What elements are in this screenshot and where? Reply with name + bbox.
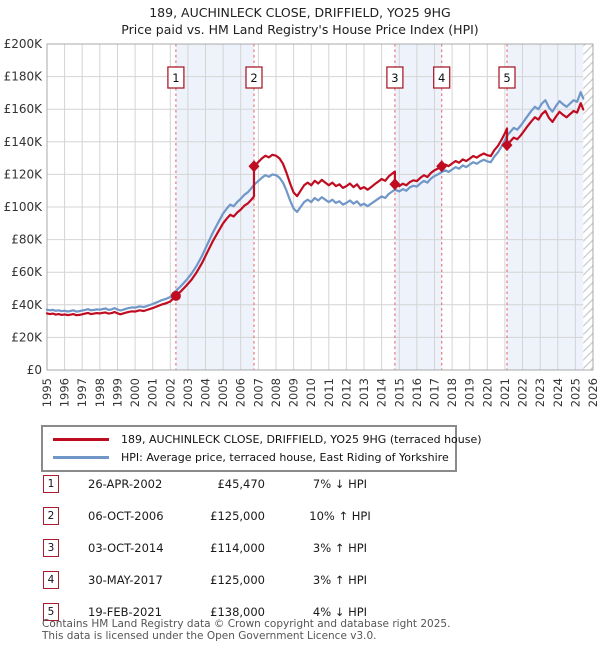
sale-number-badge: 2 — [43, 507, 59, 525]
sale-date: 06-OCT-2006 — [88, 509, 164, 523]
svg-text:£0: £0 — [26, 363, 42, 377]
svg-text:2020: 2020 — [480, 378, 495, 408]
svg-text:£80K: £80K — [11, 232, 42, 247]
sale-price: £125,000 — [210, 509, 265, 523]
sale-hpi-delta: 4% ↓ HPI — [312, 605, 368, 619]
svg-text:2007: 2007 — [251, 378, 266, 408]
sale-date: 19-FEB-2021 — [88, 605, 162, 619]
svg-text:2006: 2006 — [233, 378, 248, 408]
sale-number-badge: 5 — [43, 603, 59, 621]
svg-text:1997: 1997 — [75, 378, 90, 408]
svg-text:2023: 2023 — [533, 378, 548, 408]
svg-text:2019: 2019 — [462, 378, 477, 408]
sale-date: 26-APR-2002 — [88, 477, 163, 491]
svg-text:2024: 2024 — [550, 378, 565, 408]
svg-text:2003: 2003 — [180, 378, 195, 408]
sale-date: 03-OCT-2014 — [88, 541, 164, 555]
svg-text:2004: 2004 — [198, 378, 213, 408]
svg-text:2017: 2017 — [427, 378, 442, 408]
svg-text:£100K: £100K — [3, 200, 42, 214]
table-row — [42, 532, 562, 564]
svg-text:£20K: £20K — [11, 330, 42, 345]
svg-text:1999: 1999 — [110, 378, 125, 408]
svg-text:£40K: £40K — [11, 297, 42, 312]
svg-text:2005: 2005 — [216, 378, 231, 408]
svg-text:2015: 2015 — [392, 378, 407, 408]
svg-text:2002: 2002 — [163, 378, 178, 408]
table-row — [42, 468, 562, 500]
svg-text:£120K: £120K — [3, 167, 42, 182]
property-line-swatch-icon — [53, 438, 109, 441]
svg-text:4: 4 — [438, 71, 446, 85]
svg-text:2000: 2000 — [128, 378, 143, 408]
svg-text:2016: 2016 — [409, 378, 424, 408]
svg-text:2021: 2021 — [497, 378, 512, 408]
sale-price: £138,000 — [210, 605, 265, 619]
svg-text:£140K: £140K — [3, 134, 42, 149]
svg-text:2025: 2025 — [568, 378, 583, 408]
sale-number-badge: 3 — [43, 539, 59, 557]
svg-text:2011: 2011 — [321, 378, 336, 408]
svg-text:1996: 1996 — [57, 378, 72, 408]
sale-price: £45,470 — [217, 477, 265, 491]
chart-subtitle: Price paid vs. HM Land Registry's House Price Index (HPI) — [121, 22, 479, 37]
hpi-line-swatch-icon — [53, 456, 109, 459]
svg-text:£200K: £200K — [3, 37, 42, 51]
legend-hpi-label: HPI: Average price, terraced house, East Riding of Yorkshire — [121, 450, 449, 464]
copyright-line: Contains HM Land Registry data © Crown copyright and database right 2025. — [42, 618, 451, 630]
svg-text:2008: 2008 — [269, 378, 283, 408]
table-row — [42, 500, 562, 532]
sale-hpi-delta: 3% ↑ HPI — [312, 541, 368, 555]
svg-text:1998: 1998 — [92, 378, 107, 408]
sale-hpi-delta: 7% ↓ HPI — [312, 477, 368, 491]
legend-entry-property — [43, 430, 482, 448]
svg-text:5: 5 — [503, 71, 511, 85]
sale-hpi-delta: 10% ↑ HPI — [309, 509, 371, 523]
sale-number-badge: 1 — [43, 475, 59, 493]
licence-line: This data is licensed under the Open Government Licence v3.0. — [42, 630, 377, 642]
sale-hpi-delta: 3% ↑ HPI — [312, 573, 368, 587]
svg-text:3: 3 — [391, 71, 399, 85]
sale-price: £125,000 — [210, 573, 265, 587]
chart-title: 189, AUCHINLECK CLOSE, DRIFFIELD, YO25 9HG — [149, 5, 451, 20]
svg-text:2012: 2012 — [339, 378, 354, 408]
svg-text:2013: 2013 — [357, 378, 371, 408]
svg-text:£60K: £60K — [11, 265, 42, 280]
svg-text:2009: 2009 — [286, 378, 301, 408]
sale-number-badge: 4 — [43, 571, 59, 589]
svg-text:£180K: £180K — [3, 69, 42, 84]
legend-entry-hpi — [43, 448, 455, 466]
svg-text:2001: 2001 — [145, 378, 160, 408]
legend — [41, 425, 482, 472]
svg-text:2018: 2018 — [445, 378, 460, 408]
legend-property-label: 189, AUCHINLECK CLOSE, DRIFFIELD, YO25 9HG (terraced house) — [121, 432, 482, 446]
sale-price: £114,000 — [210, 541, 265, 555]
svg-text:1: 1 — [172, 71, 180, 85]
svg-text:2022: 2022 — [515, 378, 530, 408]
sales-table — [42, 468, 562, 628]
svg-text:2014: 2014 — [374, 378, 389, 408]
svg-text:1995: 1995 — [40, 378, 54, 408]
svg-text:£160K: £160K — [3, 102, 42, 117]
svg-text:2026: 2026 — [586, 378, 600, 408]
table-row — [42, 564, 562, 596]
svg-text:2: 2 — [250, 71, 258, 85]
sale-date: 30-MAY-2017 — [88, 573, 163, 587]
svg-text:2010: 2010 — [304, 378, 319, 408]
